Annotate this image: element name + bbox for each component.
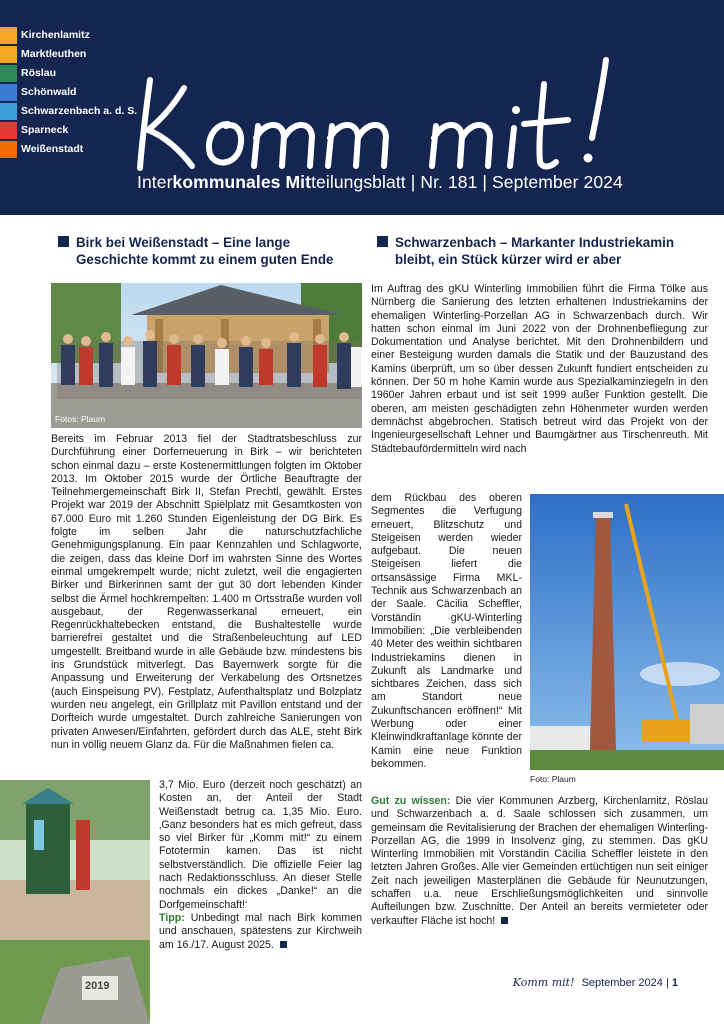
town-color-swatch <box>0 141 17 158</box>
town-item: Röslau <box>0 64 137 83</box>
town-item: Schönwald <box>0 83 137 102</box>
article-right-good-to-know: Gut zu wissen: Die vier Kommunen Arzberg, Kirchenlamitz, Röslau und Schwarzenbach a. d. Saale schlossen sich zusammen, um gemeinsam die Revitalisierung der Brachen der ehemaligen Winterling-Porzellan AG, die 1999 in Insolvenz ging, zu stemmen. Das gKU Winterling Immobilien mit Vorständin Cäcilia Scheffler leistete in den letzten Jahren Großes. Alle vier Gemeinden ertüchtigen nun seit einiger Zeit nach jeweiligen Masterplänen die Gebäude für Neunutzungen, schaffen u.a. neue Erschließungsmöglichkeiten und sinnvolle Aufteilungen bzw. Zuschnitte. Der Anteil an bereits vermieteter oder verkaufter Fläche ist hoch! <box>371 795 708 927</box>
chimney-photo-caption: Foto: Plaum <box>530 774 576 784</box>
article-left-side-body: 3,7 Mio. Euro (derzeit noch geschätzt) an Kosten an, der Anteil der Stadt Weißenstadt betrug ca. 1,35 Mio. Euro. ‚Ganz besonders hat es mich gefreut, dass so viel Birker für „Komm mit!“ zu einem Fototermin kamen. Das ist nicht selbstverständlich. Die offizielle Feier lag nach Redaktionsschluss. An dieser Stelle nochmals ein dickes „Danke!“ an die Dorfgemeinschaft!‘ Tipp: Unbedingt mal nach Birk kommen und anschauen, spätestens zur Kirchweih am 16./17. August 2025. <box>159 779 362 951</box>
headline-bullet <box>58 236 69 247</box>
town-list <box>0 26 137 159</box>
town-color-swatch <box>0 122 17 139</box>
footer-issue: September 2024 | <box>581 977 669 989</box>
page-number: 1 <box>671 977 678 989</box>
headline-bullet <box>377 236 388 247</box>
town-item: Schwarzenbach a. d. S. <box>0 102 137 121</box>
article-left-body: Bereits im Februar 2013 fiel der Stadtratsbeschluss zur Durchführung einer Dorferneuerung in Birk – wir berichteten schon einmal dazu – erste Kostenermittlungen folgten im Oktober 2013. Im Oktober 2015 wurde der Örtliche Beauftragte der Teilnehmergemeinschaft Birk II, Stefan Prechtl, gewählt. Erstes Projekt war 2019 der Abschnitt Spielplatz mit Gesamtkosten von 67.000 Euro mit 1.260 Stunden Eigenleistung der DG Birk. Es folgte im selben Jahr die naturschutzfachliche Genehmigungsplanung. Ein paar Kennzahlen und Schlagworte, die zeigen, dass das kleine Dorf im wahrsten Sinne des Wortes einmal umgekrempelt wurde; nicht zuletzt, weil die engagierten Birker und Birkerinnen samt der gut 30 dort lebenden Kinder selbst die Ärmel hochkrempelten: 1.400 m Ortsstraße wurden voll ausgebaut, der Regenwasserkanal erneuert, ein Regenrückhaltebecken entstand, die Bushaltestelle wurde barrierefrei gestaltet und die Straßenbeleuchtung auf LED umgestellt. Breitband wurde in alle Gebäude bzw. mindestens bis ins Grundstück mitverlegt. Das Bayernwerk sorgte für die Anpassung und Erweiterung der Verkabelung des Ortsnetzes (auch Einspeisung PV). Festplatz, Aufenthaltsplatz und Bolzplatz wurden neu angelegt, ein Grillplatz mit Pavillon entstand und der Dorfteich wurde umgestaltet. Durch zahlreiche Sanierungen von privaten Anwesen/Einfahrten, gefördert durch das ALE, steht Birk nun in völlig neuem Glanz da. Für die Maßnahmen fielen ca. <box>51 433 362 751</box>
town-item: Sparneck <box>0 121 137 140</box>
town-color-swatch <box>0 46 17 63</box>
town-color-swatch <box>0 27 17 44</box>
article-left-headline: Birk bei Weißenstadt – Eine lange Geschichte kommt zu einem guten Ende <box>76 234 362 268</box>
stone-plaque-text: 2019 <box>85 980 110 992</box>
article-right-body-top: Im Auftrag des gKU Winterling Immobilien führt die Firma Tölke aus Nürnberg die Sanierung des letzten erhaltenen Industriekamins der ehemaligen Winterling-Porzellan AG in Schwarzenbach durch. Wir hatten schon einmal im Juni 2022 von der Drohnenbefliegung zur Dokumentation und Analyse berichtet. Mit den Drohnenbildern und einer Besteigung wurden damals die Statik und der Bauzustand des Kamins überprüft, um so über dessen Zukunft fundiert entscheiden zu können. Der 50 m hohe Kamin wurde aus Spezialkaminziegeln in den 1960er Jahren erbaut und ist seit 1999 außer Funktion gestellt. Die oberen, am meisten geschädigten zehn Höhenmeter wurden werden demnächst abgebrochen. Statisch betreut wird das Projekt von der Ingenieurgesellschaft Lehner und Baumgärtner aus Tirschenreuth. Mit Städtebaufördermitteln wird nach <box>371 283 708 455</box>
photo-caption: Fotos: Plaum <box>55 414 106 424</box>
town-item: Marktleuthen <box>0 45 137 64</box>
masthead <box>0 0 724 215</box>
playground-photo <box>0 780 150 1024</box>
article-right-body-narrow: dem Rückbau des oberen Segmentes die Verfugung erneuert, Blitzschutz und Steigeisen werden wieder aufgebaut. Die neuen Steigeisen liefert die ortsansässige Firma MKL-Technik aus Schwarzenbach an der Saale. Cäcilia Scheffler, Vorständin gKU-Winterling Immobilien: „Die verbleibenden 40 Meter des weithin sichtbaren Industriekamins dienen in Zukunft als Landmarke und sichtbares Zeichen, dass sich am Standort neue Zukunftschancen eröffnen!“ Mit Werbung oder einer Kleinwindkraftanlage könnte der Kamin eine neue Funktion bekommen. <box>371 492 522 770</box>
komm-mit-logo <box>136 40 676 180</box>
footer-logo: Komm mit! <box>512 976 575 989</box>
town-item: Weißenstadt <box>0 140 137 159</box>
end-mark <box>280 941 287 948</box>
page-footer <box>513 976 678 989</box>
masthead-subtitle: Interkommunales Mitteilungsblatt | Nr. 181 | September 2024 <box>137 172 623 192</box>
group-photo <box>51 283 362 428</box>
town-color-swatch <box>0 103 17 120</box>
article-right-headline: Schwarzenbach – Markanter Industriekamin bleibt, ein Stück kürzer wird er aber <box>395 234 695 268</box>
chimney-photo <box>530 494 724 770</box>
town-color-swatch <box>0 65 17 82</box>
town-color-swatch <box>0 84 17 101</box>
end-mark <box>501 917 508 924</box>
town-item: Kirchenlamitz <box>0 26 137 45</box>
